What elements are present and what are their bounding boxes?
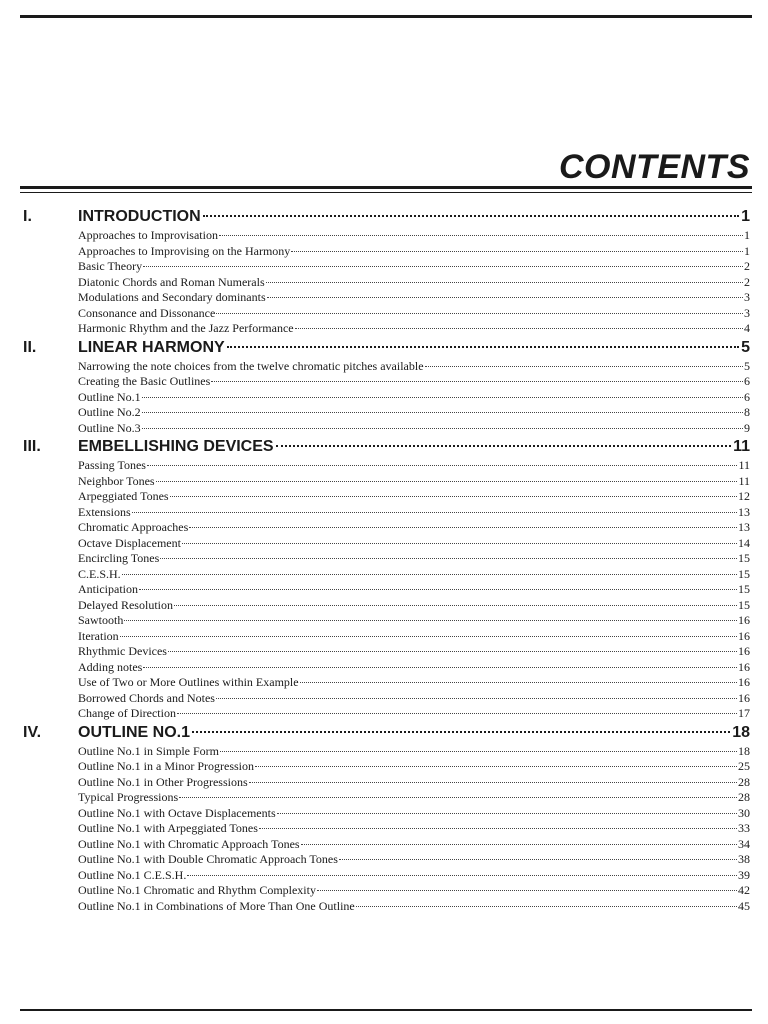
dot-leader xyxy=(160,558,737,559)
entry-page-number: 11 xyxy=(738,473,750,488)
entry-page-number: 33 xyxy=(738,821,750,835)
entry-page-number: 6 xyxy=(744,374,750,388)
dot-leader xyxy=(291,251,743,252)
entry-title: Outline No.1 xyxy=(78,389,141,404)
dot-leader xyxy=(203,215,739,217)
entry-page-number: 6 xyxy=(744,389,750,404)
entry-title: Basic Theory xyxy=(78,259,143,273)
section-title: INTRODUCTION xyxy=(78,208,201,225)
section-heading xyxy=(20,722,752,744)
dot-leader xyxy=(156,481,738,482)
entry-page-number: 2 xyxy=(744,259,750,273)
toc-entry xyxy=(78,775,750,791)
entry-page-number: 1 xyxy=(744,228,750,242)
entry-title: Anticipation xyxy=(78,582,138,596)
entry-title: Outline No.1 with Arpeggiated Tones xyxy=(78,821,258,835)
dot-leader xyxy=(124,620,737,621)
section-numeral: I. xyxy=(23,208,32,225)
section-title-line xyxy=(78,436,750,458)
entry-page-number: 30 xyxy=(738,805,750,820)
dot-leader xyxy=(177,713,737,714)
dot-leader xyxy=(142,428,743,429)
dot-leader xyxy=(189,527,737,528)
toc-entry xyxy=(78,390,750,406)
toc-entry xyxy=(78,405,750,421)
entry-page-number: 14 xyxy=(738,535,750,550)
toc-entry xyxy=(78,275,750,291)
dot-leader xyxy=(266,282,743,283)
dot-leader xyxy=(174,605,737,606)
bottom-rule xyxy=(20,1009,752,1011)
entry-page-number: 25 xyxy=(738,759,750,773)
dot-leader xyxy=(425,366,743,367)
entry-page-number: 4 xyxy=(744,321,750,335)
section-page-number: 11 xyxy=(733,438,750,455)
entry-title: Neighbor Tones xyxy=(78,473,155,488)
entry-title: Narrowing the note choices from the twelve chromatic pitches available xyxy=(78,358,424,373)
dot-leader xyxy=(120,636,737,637)
toc-entry xyxy=(78,852,750,868)
toc-entry xyxy=(78,421,750,437)
toc-entry xyxy=(78,806,750,822)
entry-title: Approaches to Improvisation xyxy=(78,228,218,242)
section-title: LINEAR HARMONY xyxy=(78,338,225,356)
title-rule-thick xyxy=(20,186,752,189)
entry-title: Outline No.1 Chromatic and Rhythm Complexity xyxy=(78,883,316,897)
entry-page-number: 15 xyxy=(738,582,750,596)
entry-title: C.E.S.H. xyxy=(78,566,121,581)
section-title-line xyxy=(78,722,750,744)
toc-entry xyxy=(78,359,750,375)
entry-page-number: 17 xyxy=(738,706,750,720)
toc-entry xyxy=(78,691,750,707)
dot-leader xyxy=(168,651,737,652)
toc-entry xyxy=(78,489,750,505)
entry-title: Iteration xyxy=(78,628,119,643)
entry-page-number: 45 xyxy=(738,898,750,913)
title-rule-thin xyxy=(20,192,752,193)
entry-page-number: 16 xyxy=(738,644,750,658)
section-numeral: IV. xyxy=(23,723,42,741)
toc-entry xyxy=(78,759,750,775)
entry-page-number: 34 xyxy=(738,836,750,851)
entry-title: Modulations and Secondary dominants xyxy=(78,290,266,304)
section-page-number: 5 xyxy=(741,338,750,356)
dot-leader xyxy=(139,589,737,590)
top-rule xyxy=(20,15,752,18)
section-title: OUTLINE NO.1 xyxy=(78,723,191,741)
entry-title: Diatonic Chords and Roman Numerals xyxy=(78,274,265,289)
entry-page-number: 18 xyxy=(738,743,750,758)
entry-title: Extensions xyxy=(78,504,131,519)
entry-page-number: 15 xyxy=(738,566,750,581)
entry-page-number: 8 xyxy=(744,405,750,419)
entry-page-number: 13 xyxy=(738,520,750,534)
dot-leader xyxy=(255,766,737,767)
entry-title: Sawtooth xyxy=(78,613,124,627)
dot-leader xyxy=(192,731,730,733)
dot-leader xyxy=(142,397,743,398)
toc-entry xyxy=(78,613,750,629)
entry-title: Typical Progressions xyxy=(78,790,179,804)
toc-entry xyxy=(78,374,750,390)
dot-leader xyxy=(187,875,737,876)
dot-leader xyxy=(259,828,737,829)
dot-leader xyxy=(182,543,737,544)
toc-entry xyxy=(78,790,750,806)
dot-leader xyxy=(249,782,737,783)
dot-leader xyxy=(295,328,743,329)
entry-title: Arpeggiated Tones xyxy=(78,489,169,503)
entry-title: Use of Two or More Outlines within Example xyxy=(78,675,299,689)
toc-entry xyxy=(78,582,750,598)
entry-page-number: 1 xyxy=(744,243,750,258)
dot-leader xyxy=(211,381,743,382)
dot-leader xyxy=(147,465,737,466)
dot-leader xyxy=(179,797,737,798)
dot-leader xyxy=(300,682,737,683)
toc-entry xyxy=(78,837,750,853)
entry-page-number: 3 xyxy=(744,305,750,320)
dot-leader xyxy=(276,445,732,447)
toc-entry xyxy=(78,290,750,306)
entry-title: Outline No.1 C.E.S.H. xyxy=(78,867,187,882)
toc-entry xyxy=(78,244,750,260)
entry-title: Encircling Tones xyxy=(78,551,160,565)
entry-page-number: 12 xyxy=(738,489,750,503)
entry-title: Outline No.1 with Double Chromatic Approach Tones xyxy=(78,852,338,866)
entry-title: Harmonic Rhythm and the Jazz Performance xyxy=(78,321,294,335)
entry-title: Outline No.2 xyxy=(78,405,141,419)
entry-title: Outline No.1 in a Minor Progression xyxy=(78,759,254,773)
toc-entry xyxy=(78,474,750,490)
entry-title: Passing Tones xyxy=(78,458,146,472)
toc-entry xyxy=(78,259,750,275)
entry-page-number: 42 xyxy=(738,883,750,897)
dot-leader xyxy=(267,297,743,298)
entry-title: Borrowed Chords and Notes xyxy=(78,690,215,705)
entry-title: Chromatic Approaches xyxy=(78,520,189,534)
section-numeral: III. xyxy=(23,438,41,455)
table-of-contents xyxy=(20,206,752,914)
entry-page-number: 38 xyxy=(738,852,750,866)
dot-leader xyxy=(132,512,737,513)
section-heading xyxy=(20,436,752,458)
entry-title: Outline No.1 in Simple Form xyxy=(78,743,219,758)
toc-entry xyxy=(78,883,750,899)
dot-leader xyxy=(301,844,737,845)
entry-page-number: 2 xyxy=(744,274,750,289)
entry-page-number: 9 xyxy=(744,420,750,435)
entry-page-number: 15 xyxy=(738,551,750,565)
dot-leader xyxy=(339,859,737,860)
section-page-number: 18 xyxy=(732,723,750,741)
section-page-number: 1 xyxy=(741,208,750,225)
dot-leader xyxy=(170,496,737,497)
toc-entry xyxy=(78,520,750,536)
dot-leader xyxy=(143,667,737,668)
entry-title: Outline No.1 with Chromatic Approach Tones xyxy=(78,836,300,851)
toc-entry xyxy=(78,744,750,760)
dot-leader xyxy=(356,906,737,907)
toc-entry xyxy=(78,899,750,915)
entry-page-number: 11 xyxy=(738,458,750,472)
entry-page-number: 13 xyxy=(738,504,750,519)
dot-leader xyxy=(317,890,737,891)
toc-entry xyxy=(78,821,750,837)
dot-leader xyxy=(122,574,737,575)
entry-page-number: 3 xyxy=(744,290,750,304)
page-title: CONTENTS xyxy=(559,148,750,186)
toc-entry xyxy=(78,306,750,322)
toc-entry xyxy=(78,228,750,244)
entry-page-number: 16 xyxy=(738,659,750,674)
entry-title: Outline No.1 in Combinations of More Than One Outline xyxy=(78,898,355,913)
toc-entry xyxy=(78,598,750,614)
entry-title: Outline No.3 xyxy=(78,420,141,435)
section-numeral: II. xyxy=(23,338,37,356)
dot-leader xyxy=(216,698,737,699)
dot-leader xyxy=(216,313,743,314)
toc-entry xyxy=(78,660,750,676)
entry-page-number: 5 xyxy=(744,358,750,373)
section-heading xyxy=(20,206,752,228)
entry-page-number: 28 xyxy=(738,790,750,804)
dot-leader xyxy=(219,235,743,236)
entry-title: Creating the Basic Outlines xyxy=(78,374,211,388)
entry-title: Adding notes xyxy=(78,659,143,674)
dot-leader xyxy=(220,751,737,752)
entry-page-number: 28 xyxy=(738,774,750,789)
dot-leader xyxy=(143,266,743,267)
dot-leader xyxy=(142,412,743,413)
toc-entry xyxy=(78,321,750,337)
section-title-line xyxy=(78,206,750,228)
entry-title: Delayed Resolution xyxy=(78,597,173,612)
entry-page-number: 16 xyxy=(738,675,750,689)
entry-title: Outline No.1 with Octave Displacements xyxy=(78,805,276,820)
toc-entry xyxy=(78,675,750,691)
toc-entry xyxy=(78,551,750,567)
entry-title: Consonance and Dissonance xyxy=(78,305,216,320)
entry-title: Approaches to Improvising on the Harmony xyxy=(78,243,291,258)
toc-entry xyxy=(78,644,750,660)
toc-entry xyxy=(78,706,750,722)
entry-page-number: 39 xyxy=(738,867,750,882)
entry-page-number: 15 xyxy=(738,597,750,612)
dot-leader xyxy=(227,346,739,348)
entry-page-number: 16 xyxy=(738,613,750,627)
section-title-line xyxy=(78,337,750,359)
entry-page-number: 16 xyxy=(738,628,750,643)
toc-entry xyxy=(78,536,750,552)
toc-entry xyxy=(78,567,750,583)
entry-title: Change of Direction xyxy=(78,706,176,720)
entry-title: Outline No.1 in Other Progressions xyxy=(78,774,248,789)
toc-entry xyxy=(78,458,750,474)
entry-title: Octave Displacement xyxy=(78,535,181,550)
entry-page-number: 16 xyxy=(738,690,750,705)
dot-leader xyxy=(277,813,737,814)
toc-entry xyxy=(78,868,750,884)
toc-entry xyxy=(78,505,750,521)
toc-entry xyxy=(78,629,750,645)
section-heading xyxy=(20,337,752,359)
section-title: EMBELLISHING DEVICES xyxy=(78,438,274,455)
entry-title: Rhythmic Devices xyxy=(78,644,167,658)
